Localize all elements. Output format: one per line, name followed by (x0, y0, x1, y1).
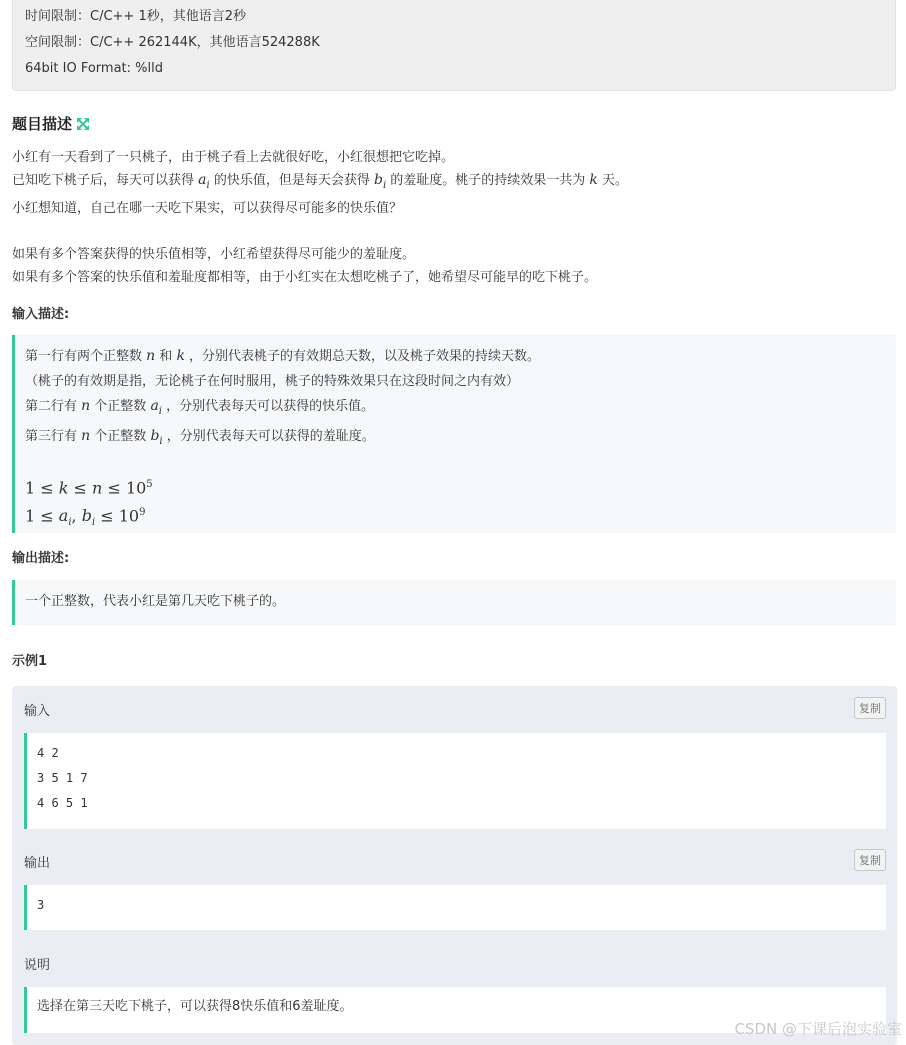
limits-panel (12, 0, 896, 91)
output-desc-block (12, 580, 896, 625)
output-desc-label: 输出描述: (12, 551, 70, 566)
input-line: 3 5 1 7 (37, 771, 88, 785)
input-line: 4 2 (37, 746, 59, 760)
description-title: 题目描述 (12, 115, 73, 133)
desc-line-1: 小红有一天看到了一只桃子，由于桃子看上去就很好吃，小红很想把它吃掉。 (12, 150, 455, 165)
output-value: 3 (37, 898, 45, 912)
io-format: 64bit IO Format: %lld (25, 61, 163, 76)
desc-line-2: 已知吃下桃子后，每天可以获得 $a_i$ 的快乐值，但是每天会获得 $b_i$ 的羞耻度。桃子的持续效果一共为 k 天。 (12, 172, 629, 191)
desc-line-5: 如果有多个答案的快乐值和羞耻度都相等，由于小红实在太想吃桃子了，她希望尽可能早的吃下桃子。 (12, 269, 598, 285)
expand-icon[interactable] (76, 117, 90, 131)
example-output-code[interactable] (24, 885, 886, 930)
output-desc-text: 一个正整数，代表小红是第几天吃下桃子的。 (25, 594, 286, 609)
example-panel (12, 686, 897, 1045)
input-desc-line-4: 第三行有 n 个正整数 $b_i$ ，分别代表每天可以获得的羞耻度。 (25, 427, 375, 447)
example-input-code[interactable] (24, 733, 886, 829)
constraint-1: $1 \le k \le n \le 10^5$ (25, 477, 153, 497)
example-output-label: 输出 (24, 856, 51, 871)
input-desc-line-2: （桃子的有效期是指，无论桃子在何时服用，桃子的特殊效果只在这段时间之内有效） (25, 374, 520, 389)
space-limit: 空间限制：C/C++ 262144K，其他语言524288K (25, 35, 320, 50)
problem-description (12, 146, 892, 289)
constraint-2: $1 \le a_i$, $b_i \le 10^9$ (25, 506, 146, 529)
copy-output-button[interactable]: 复制 (854, 849, 886, 871)
example-note: 选择在第三天吃下桃子，可以获得8快乐值和6羞耻度。 (24, 987, 886, 1033)
input-line: 4 6 5 1 (37, 796, 88, 810)
input-desc-block (12, 335, 896, 533)
time-limit: 时间限制：C/C++ 1秒，其他语言2秒 (25, 9, 246, 24)
copy-input-button[interactable]: 复制 (854, 697, 886, 719)
example-input-label: 输入 (24, 704, 51, 719)
input-desc-line-3: 第二行有 n 个正整数 $a_i$ ，分别代表每天可以获得的快乐值。 (25, 398, 375, 417)
input-desc-label: 输入描述: (12, 307, 70, 322)
input-desc-line-1: 第一行有两个正整数 n 和 k ，分别代表桃子的有效期总天数，以及桃子效果的持续天数。 (25, 348, 541, 364)
example-note-label: 说明 (24, 958, 51, 973)
watermark: CSDN @下课后泡实验室 (734, 1020, 902, 1038)
desc-line-3: 小红想知道，自己在哪一天吃下果实，可以获得尽可能多的快乐值？ (12, 200, 403, 216)
example-title: 示例1 (12, 654, 48, 669)
desc-line-4: 如果有多个答案获得的快乐值相等，小红希望获得尽可能少的羞耻度。 (12, 246, 416, 262)
description-heading (12, 113, 90, 134)
